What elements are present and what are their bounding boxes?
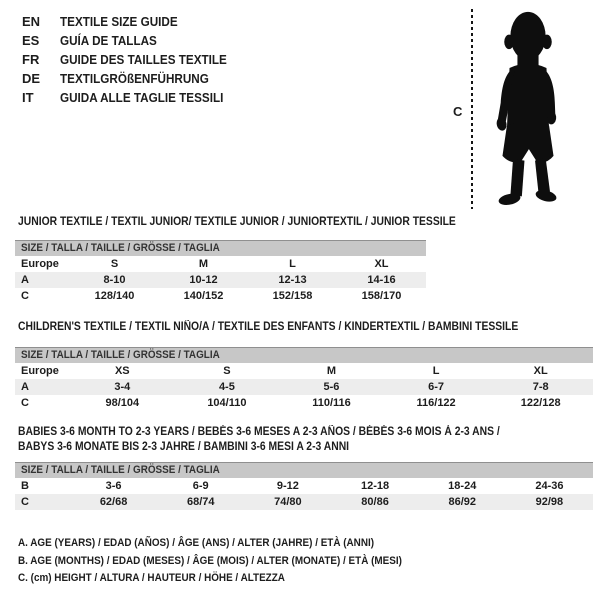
table-cell: 7-8	[532, 381, 549, 393]
language-title: TEXTILGRÖßENFÜHRUNG	[60, 71, 209, 86]
table-cell: 140/152	[183, 290, 224, 302]
table-row	[15, 288, 426, 304]
table-cell: M	[326, 365, 337, 377]
row-label: A	[21, 274, 29, 286]
table-cell: 14-16	[367, 274, 396, 286]
table-cell: 104/110	[207, 397, 247, 409]
footnote-text: A. AGE (YEARS) / EDAD (AÑOS) / ÂGE (ANS) / ALTER (JAHRE) / ETÀ (ANNI)	[18, 537, 375, 549]
table-cell: 80/86	[361, 496, 389, 508]
size-header-bar	[15, 462, 593, 478]
babies-size-table	[15, 425, 593, 508]
table-row	[15, 272, 426, 288]
row-label: Europe	[21, 365, 59, 377]
table-rows	[15, 256, 426, 304]
table-cell: 9-12	[276, 480, 299, 492]
table-cell: 152/158	[272, 290, 313, 302]
table-cell: XL	[533, 365, 548, 377]
table-title-text: BABYS 3-6 MONATE BIS 2-3 JAHRE / BAMBINI 3-6 MESI A 2-3 ANNI	[18, 441, 350, 453]
language-title: GUIDA ALLE TAGLIE TESSILI	[60, 90, 224, 105]
table-cell: 10-12	[189, 274, 218, 286]
table-cell: 6-9	[192, 480, 209, 492]
junior-size-table	[15, 215, 456, 302]
table-row	[15, 256, 426, 272]
list-item	[22, 12, 245, 31]
row-label: B	[21, 480, 29, 492]
table-cell: 116/122	[416, 397, 456, 409]
footnote-a	[18, 535, 445, 553]
table-cell: S	[223, 365, 231, 377]
table-title	[15, 425, 593, 440]
list-item	[22, 31, 245, 50]
table-cell: 122/128	[520, 397, 561, 409]
table-cell: 6-7	[428, 381, 445, 393]
language-title: GUIDE DES TAILLES TEXTILE	[60, 52, 227, 67]
table-row	[15, 395, 593, 411]
table-cell: XL	[374, 258, 389, 270]
table-cell: L	[432, 365, 440, 377]
row-label: A	[21, 381, 29, 393]
table-cell: L	[289, 258, 296, 270]
table-rows	[15, 478, 593, 510]
footnote-b	[18, 553, 445, 571]
list-item	[22, 50, 245, 69]
table-cell: 110/116	[312, 397, 351, 409]
table-title-text: CHILDREN'S TEXTILE / TEXTIL NIÑO/A / TEXTILE DES ENFANTS / KINDERTEXTIL / BAMBINI TESSILE	[18, 321, 519, 333]
language-code: FR	[22, 52, 40, 67]
legend-footnotes	[18, 535, 445, 588]
table-cell: 12-18	[361, 480, 390, 492]
table-cell: 12-13	[278, 274, 307, 286]
table-cell: 24-36	[535, 480, 564, 492]
language-title: TEXTILE SIZE GUIDE	[60, 14, 178, 29]
table-cell: S	[110, 258, 119, 270]
table-cell: 86/92	[448, 496, 476, 508]
size-header-bar	[15, 347, 593, 363]
language-code: ES	[22, 33, 40, 48]
table-cell: 158/170	[361, 290, 402, 302]
language-code: EN	[22, 14, 41, 29]
list-item	[22, 88, 245, 107]
language-code: DE	[22, 71, 41, 86]
table-row	[15, 478, 593, 494]
language-list	[22, 12, 245, 107]
table-cell: 4-5	[218, 381, 235, 393]
size-header-text: SIZE / TALLA / TAILLE / GRÖSSE / TAGLIA	[21, 349, 220, 361]
table-cell: XS	[114, 365, 130, 377]
table-row	[15, 363, 593, 379]
size-header-bar	[15, 240, 426, 256]
table-cell: 62/68	[99, 496, 128, 508]
table-cell: 8-10	[103, 274, 126, 286]
height-measure-label: C	[453, 104, 463, 119]
language-code: IT	[22, 90, 34, 105]
toddler-silhouette-icon	[484, 10, 572, 208]
table-title	[15, 215, 456, 230]
table-rows	[15, 363, 593, 411]
size-header-text: SIZE / TALLA / TAILLE / GRÖSSE / TAGLIA	[21, 464, 220, 476]
footnote-text: C. (cm) HEIGHT / ALTURA / HAUTEUR / HÖHE / ALTEZZA	[18, 572, 285, 584]
table-row	[15, 379, 593, 395]
height-measure-dashed-line	[471, 9, 473, 209]
table-cell: 3-6	[105, 480, 122, 492]
table-cell: 92/98	[535, 496, 564, 508]
children-size-table	[15, 320, 593, 409]
row-label: Europe	[21, 258, 59, 270]
table-cell: 5-6	[323, 381, 340, 393]
size-header-text: SIZE / TALLA / TAILLE / GRÖSSE / TAGLIA	[21, 242, 220, 254]
table-cell: 98/104	[105, 397, 140, 409]
footnote-text: B. AGE (MONTHS) / EDAD (MESES) / ÂGE (MOIS) / ALTER (MONATE) / ETÀ (MESI)	[18, 554, 402, 567]
table-cell: 68/74	[186, 496, 215, 508]
table-title-text: BABIES 3-6 MONTH TO 2-3 YEARS / BEBÉS 3-6 MESES A 2-3 AÑOS / BÉBÉS 3-6 MOIS À 2-3 ANS /	[18, 426, 500, 438]
row-label: C	[21, 397, 29, 409]
table-row	[15, 494, 593, 510]
table-cell: 3-4	[114, 381, 131, 393]
table-cell: M	[198, 258, 209, 270]
row-label: C	[21, 496, 29, 508]
table-title	[15, 320, 593, 335]
table-title-text: JUNIOR TEXTILE / TEXTIL JUNIOR/ TEXTILE JUNIOR / JUNIORTEXTIL / JUNIOR TESSILE	[18, 216, 456, 228]
table-cell: 18-24	[448, 480, 477, 492]
language-title: GUÍA DE TALLAS	[60, 33, 157, 48]
row-label: C	[21, 290, 29, 302]
table-title	[15, 440, 593, 455]
footnote-c	[18, 570, 445, 588]
list-item	[22, 69, 245, 88]
table-cell: 74/80	[274, 496, 302, 508]
table-cell: 128/140	[94, 290, 135, 302]
